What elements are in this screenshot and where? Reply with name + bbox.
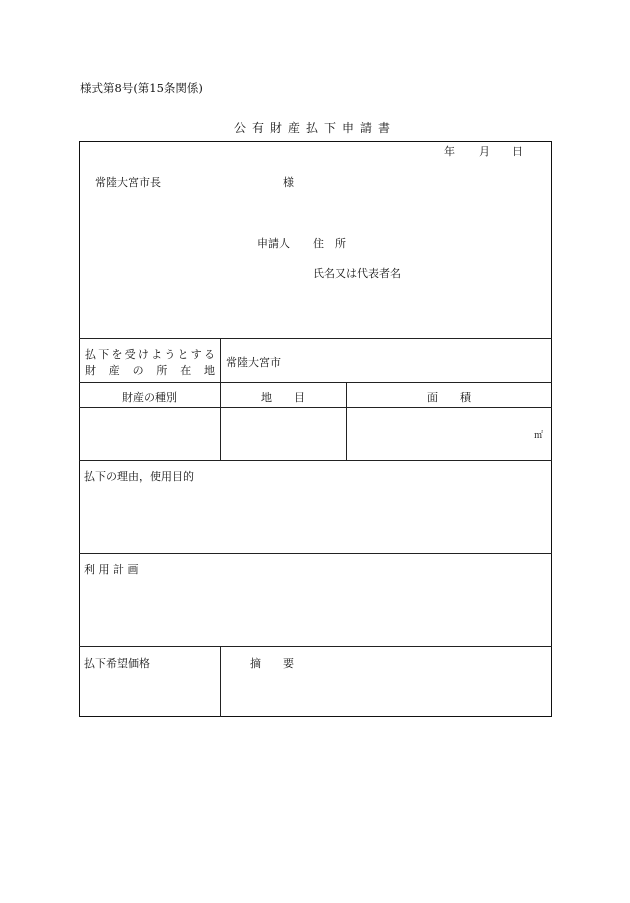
remarks-label: 摘 要	[250, 657, 294, 670]
form-title: 公有財産払下申請書	[233, 121, 396, 135]
reason-label: 払下の理由，使用目的	[84, 470, 194, 483]
addressee-name: 常陸大宮市長	[95, 176, 161, 189]
location-label-line2: 財 産 の 所 在 地	[85, 364, 215, 377]
vrule-price	[220, 646, 221, 717]
date-month-label: 月	[479, 145, 490, 158]
location-value: 常陸大宮市	[226, 356, 281, 369]
location-label-line1: 払下を受けようとする	[85, 348, 215, 361]
addressee-honorific: 様	[283, 176, 294, 189]
rule-table-header-bottom	[79, 407, 552, 408]
header-land-category: 地 目	[261, 391, 305, 404]
plan-label: 利 用 計 画	[84, 563, 139, 576]
form-number: 様式第8号(第15条関係)	[80, 81, 203, 95]
rule-plan-top	[79, 553, 552, 554]
applicant-address-label: 住 所	[313, 237, 346, 250]
rule-table-header-top	[79, 382, 552, 383]
rule-location-top	[79, 338, 552, 339]
header-area: 面 積	[427, 391, 471, 404]
header-property-type: 財産の種別	[122, 391, 177, 404]
rule-reason-top	[79, 460, 552, 461]
applicant-label: 申請人	[257, 237, 290, 250]
date-year-label: 年	[444, 145, 455, 158]
form-frame	[79, 141, 552, 717]
applicant-name-label: 氏名又は代表者名	[313, 267, 401, 280]
area-unit: ㎡	[534, 431, 544, 441]
rule-price-top	[79, 646, 552, 647]
price-label: 払下希望価格	[84, 657, 150, 670]
date-day-label: 日	[512, 145, 523, 158]
